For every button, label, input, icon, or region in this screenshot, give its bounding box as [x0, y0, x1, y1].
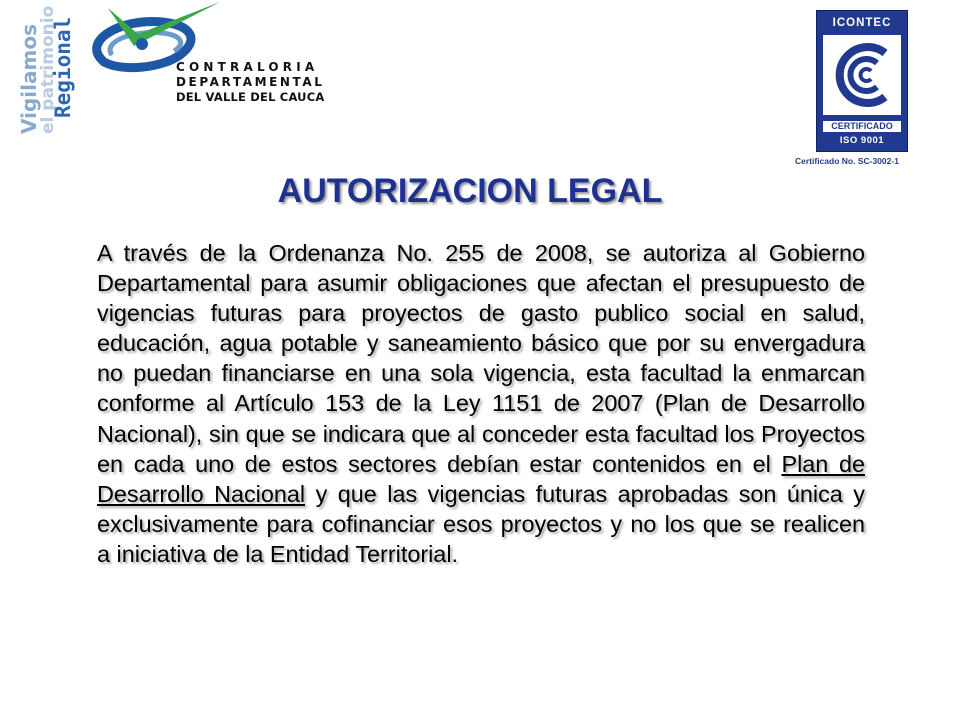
badge-certified: CERTIFICADO — [823, 121, 901, 132]
certificate-number: Certificado No. SC-3002-1 — [795, 156, 899, 166]
slogan-word-regional: Regional — [51, 16, 75, 118]
page-title: AUTORIZACION LEGAL — [277, 172, 663, 210]
body-text-end: y que las vigencias futuras aprobadas son única y exclusivamente para cofinanciar esos proyectos y no los que se realicen a iniciativa de la Entidad Territorial. — [97, 480, 866, 567]
slogan-word-patrimonio: el patrimonio — [38, 6, 58, 134]
plan-desarrollo-underlined: Plan de Desarrollo Nacional — [97, 450, 865, 507]
badge-iso: ISO 9001 — [839, 135, 885, 146]
logo-line-1: CONTRALORIA — [176, 60, 319, 74]
badge-brand: ICONTEC — [832, 17, 892, 29]
logo-line-2: DEPARTAMENTAL — [176, 75, 325, 89]
icontec-mark-icon — [823, 35, 901, 120]
body-paragraph — [97, 238, 865, 569]
body-text-start: A través de la Ordenanza No. 255 de 2008, se autoriza al Gobierno Departamental para asumir obligaciones que afectan el presupuesto de vigencias futuras para proyectos de gasto publico social en salud, educación, agua potable y saneamiento básico que por su envergadura no puedan financiarse en una sola vigencia, esta facultad la enmarcan conforme al Artículo 153 de la Ley 1151 de 2007 (Plan de Desarrollo Nacional), sin que se indicara que al conceder esta facultad los Proyectos en cada uno de estos sectores debían estar contenidos en el — [97, 240, 865, 477]
icontec-badge — [816, 10, 908, 152]
slogan-vertical — [6, 6, 76, 136]
slogan-word-vigilamos: Vigilamos — [17, 24, 41, 134]
contraloria-logo-text — [176, 60, 325, 105]
logo-line-3: DEL VALLE DEL CAUCA — [176, 90, 325, 104]
